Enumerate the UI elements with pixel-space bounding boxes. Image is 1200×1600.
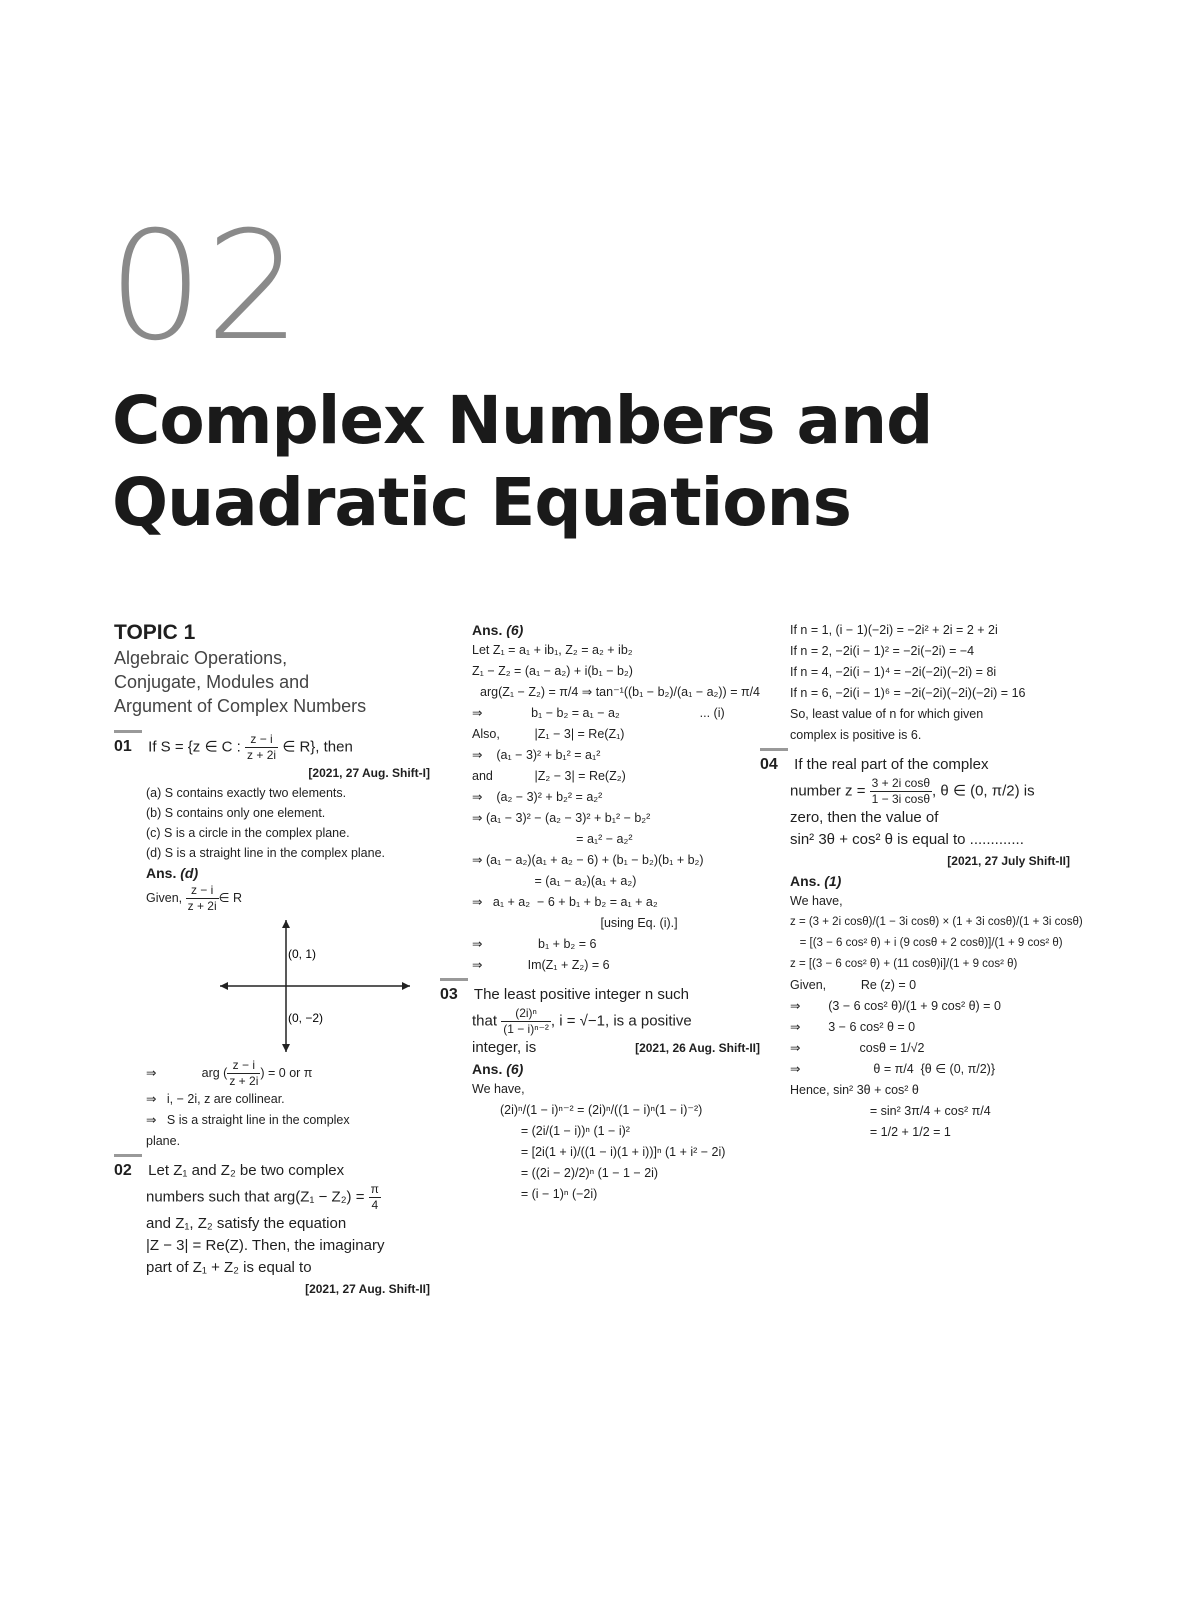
solution-line: We have, xyxy=(790,894,843,908)
solution-line: ⇒ (a₁ − a₂)(a₁ + a₂ − 6) + (b₁ − b₂)(b₁ + b₂) xyxy=(472,853,704,867)
question-text: zero, then the value of xyxy=(790,809,939,826)
solution-arg: ⇒ arg ( $\frac{z - i}{z + 2i}$ ) = 0 or π xyxy=(146,1058,313,1088)
question-text: Let Z₁ and Z₂ be two complex xyxy=(148,1162,345,1179)
solution-line: Hence, sin² 3θ + cos² θ xyxy=(790,1083,919,1097)
question-source: [2021, 26 Aug. Shift-II] xyxy=(635,1041,760,1055)
topic-subtitle xyxy=(114,646,430,718)
solution-line: ⇒ (3 − 6 cos² θ)/(1 + 9 cos² θ) = 0 xyxy=(790,999,1001,1013)
question-04 xyxy=(760,754,1070,776)
question-text: sin² 3θ + cos² θ is equal to ............. xyxy=(790,831,1024,848)
x-axis-arrow-right xyxy=(402,982,410,990)
solution-line: ⇒ a₁ + a₂ − 6 + b₁ + b₂ = a₁ + a₂ xyxy=(472,895,658,909)
answer: Ans. (6) xyxy=(472,1061,524,1077)
solution-line: If n = 1, (i − 1)(−2i) = −2i² + 2i = 2 + 2i xyxy=(790,623,998,637)
solution-line: ⇒ i, − 2i, z are collinear. xyxy=(146,1092,285,1106)
column-2 xyxy=(440,620,760,1205)
solution-line: = ((2i − 2)/2)ⁿ (1 − 1 − 2i) xyxy=(500,1166,659,1180)
topic-label: TOPIC 1 xyxy=(114,621,196,644)
solution-line: = [(3 − 6 cos² θ) + i (9 cosθ + 2 cosθ)]/(1 + 9 cos² θ) xyxy=(790,937,1063,949)
chapter-title-line-1: Complex Numbers and xyxy=(112,382,933,459)
chapter-title-line-2: Quadratic Equations xyxy=(112,464,851,541)
solution-line: ⇒ b₁ + b₂ = 6 xyxy=(472,937,597,951)
solution-line: = (2i/(1 − i))ⁿ (1 − i)² xyxy=(500,1124,630,1138)
question-text: and Z₁, Z₂ satisfy the equation xyxy=(146,1215,347,1232)
chapter-number: 02 xyxy=(108,200,303,374)
solution-line: ⇒ b₁ − b₂ = a₁ − a₂ ... (i) xyxy=(472,706,725,720)
solution-line: [using Eq. (i).] xyxy=(472,916,678,930)
argand-diagram xyxy=(174,918,474,1058)
question-text: number z = $\frac{\text{3 + 2i cosθ}}{\text{1 − 3i cosθ}}$ , θ ∈ (0, π/2) is xyxy=(790,776,1035,806)
question-source: [2021, 27 Aug. Shift-II] xyxy=(305,1282,430,1296)
solution-line: = [2i(1 + i)/((1 − i)(1 + i))]ⁿ (1 + i² − 2i) xyxy=(500,1145,726,1159)
point-label-top: (0, 1) xyxy=(288,947,317,961)
solution-line: ⇒ Im(Z₁ + Z₂) = 6 xyxy=(472,958,610,972)
question-number: 02 xyxy=(114,1160,144,1182)
solution-line: If n = 2, −2i(i − 1)² = −2i(−2i) = −4 xyxy=(790,644,975,658)
answer: Ans. (6) xyxy=(472,622,524,638)
question-number: 03 xyxy=(440,984,470,1006)
topic-subtitle-line: Argument of Complex Numbers xyxy=(114,696,367,716)
solution-line: ⇒ (a₁ − 3)² − (a₂ − 3)² + b₁² − b₂² xyxy=(472,811,651,825)
solution-line: z = [(3 − 6 cos² θ) + (11 cosθ)i]/(1 + 9 cos² θ) xyxy=(790,958,1018,970)
solution-line: and |Z₂ − 3| = Re(Z₂) xyxy=(472,769,626,783)
solution-line: = 1/2 + 1/2 = 1 xyxy=(790,1125,951,1139)
answer: Ans. (1) xyxy=(790,873,842,889)
question-text: |Z − 3| = Re(Z). Then, the imaginary xyxy=(146,1237,385,1254)
y-axis-arrow-up xyxy=(282,920,290,928)
solution-line: = (i − 1)ⁿ (−2i) xyxy=(500,1187,598,1201)
solution-line: Given, Re (z) = 0 xyxy=(790,978,917,992)
solution-line: Z₁ − Z₂ = (a₁ − a₂) + i(b₁ − b₂) xyxy=(472,664,633,678)
solution-line: So, least value of n for which given xyxy=(790,707,984,721)
question-source: [2021, 27 Aug. Shift-I] xyxy=(308,766,430,780)
y-axis-arrow-down xyxy=(282,1044,290,1052)
solution-line: ⇒ cosθ = 1/√2 xyxy=(790,1041,925,1055)
column-1 xyxy=(114,620,430,1299)
solution-line: If n = 6, −2i(i − 1)⁶ = −2i(−2i)(−2i)(−2i) = 16 xyxy=(790,686,1026,700)
solution-line: = (a₁ − a₂)(a₁ + a₂) xyxy=(472,874,637,888)
topic-subtitle-line: Algebraic Operations, xyxy=(114,648,288,668)
solution-line: ⇒ 3 − 6 cos² θ = 0 xyxy=(790,1020,916,1034)
question-text: If S = {z ∈ C : xyxy=(148,738,241,756)
question-source: [2021, 27 July Shift-II] xyxy=(947,854,1070,868)
question-text: The least positive integer n such xyxy=(473,986,690,1003)
point-label-bottom: (0, −2) xyxy=(288,1011,324,1025)
option-b: (b) S contains only one element. xyxy=(146,806,326,820)
question-text: that $\frac{\text{(2i)ⁿ}}{\text{(1 − i)ⁿ⁻²}}$ , i = √−1, is a positive xyxy=(472,1006,692,1036)
solution-line: ⇒ S is a straight line in the complex xyxy=(146,1113,350,1127)
solution-line: z = (3 + 2i cosθ)/(1 − 3i cosθ) × (1 + 3i cosθ)/(1 + 3i cosθ) xyxy=(790,916,1083,928)
solution-line: If n = 4, −2i(i − 1)⁴ = −2i(−2i)(−2i) = 8i xyxy=(790,665,997,679)
solution-line: Let Z₁ = a₁ + ib₁, Z₂ = a₂ + ib₂ xyxy=(472,643,633,657)
question-text: numbers such that arg(Z₁ − Z₂) = $\frac{\pi}{4}$ xyxy=(146,1182,379,1212)
solution-line: (2i)ⁿ/(1 − i)ⁿ⁻² = (2i)ⁿ/((1 − i)ⁿ(1 − i)⁻²) xyxy=(500,1103,703,1117)
solution-line: We have, xyxy=(472,1082,525,1096)
solution-line: plane. xyxy=(146,1134,181,1148)
chapter-title xyxy=(112,380,1072,544)
solution-given: Given, $\frac{z - i}{z + 2i}$ ∈ R xyxy=(146,883,243,913)
solution-line: Also, |Z₁ − 3| = Re(Z₁) xyxy=(472,727,625,741)
question-number: 01 xyxy=(114,736,144,758)
solution-line: ⇒ θ = π/4 {θ ∈ (0, π/2)} xyxy=(790,1062,996,1076)
answer: Ans. (d) xyxy=(146,865,199,881)
question-text: ∈ R}, then xyxy=(282,738,353,756)
solution-line: arg(Z₁ − Z₂) = π/4 ⇒ tan⁻¹((b₁ − b₂)/(a₁ − a₂)) = π/4 xyxy=(480,685,761,699)
question-number: 04 xyxy=(760,754,790,776)
column-3 xyxy=(760,620,1083,1143)
topic-subtitle-line: Conjugate, Modules and xyxy=(114,672,310,692)
x-axis-arrow-left xyxy=(220,982,228,990)
fraction: $\frac{z - i}{z + 2i}$ xyxy=(247,732,277,762)
question-02 xyxy=(114,1160,430,1182)
question-01 xyxy=(114,732,430,763)
question-03 xyxy=(440,984,760,1006)
question-text: integer, is [2021, 26 Aug. Shift-II] xyxy=(472,1037,760,1059)
solution-line: ⇒ (a₁ − 3)² + b₁² = a₁² xyxy=(472,748,601,762)
question-text: part of Z₁ + Z₂ is equal to xyxy=(146,1259,312,1276)
solution-line: = a₁² − a₂² xyxy=(472,832,633,846)
question-text: If the real part of the complex xyxy=(794,756,989,773)
option-a: (a) S contains exactly two elements. xyxy=(146,786,347,800)
option-c: (c) S is a circle in the complex plane. xyxy=(146,826,350,840)
solution-line: = sin² 3π/4 + cos² π/4 xyxy=(790,1104,991,1118)
solution-line: ⇒ (a₂ − 3)² + b₂² = a₂² xyxy=(472,790,603,804)
solution-line: complex is positive is 6. xyxy=(790,728,922,742)
option-d: (d) S is a straight line in the complex plane. xyxy=(146,846,386,860)
